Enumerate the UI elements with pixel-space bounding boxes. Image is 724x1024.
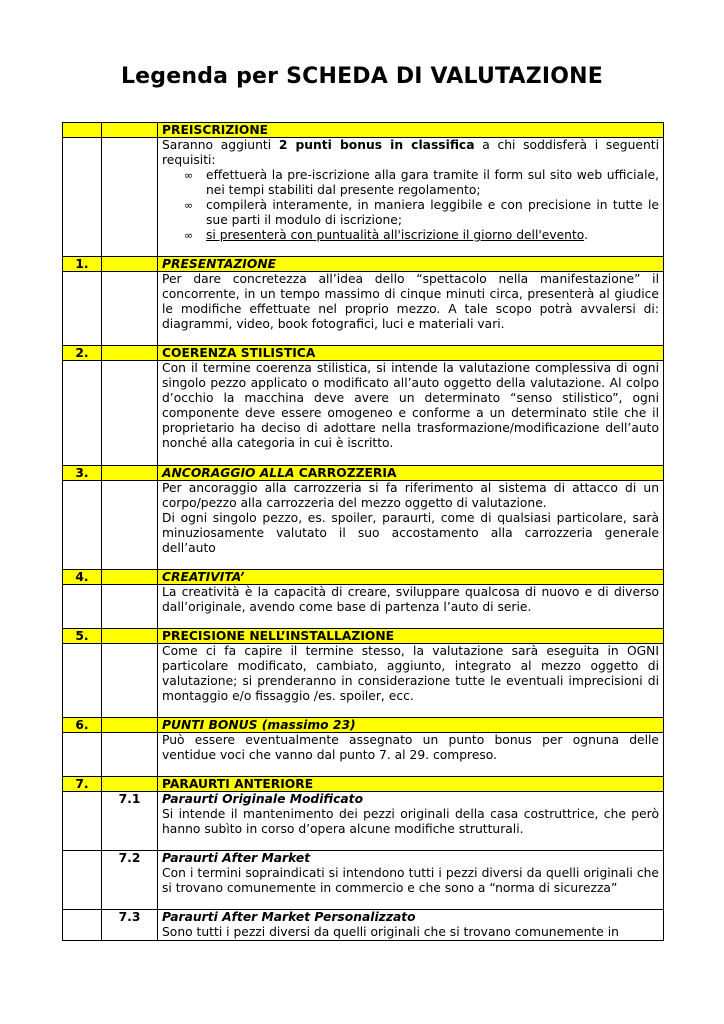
subsection-number: 7.1: [102, 792, 158, 851]
section-number: 5.: [63, 629, 102, 644]
list-item: ∞ compilerà interamente, in maniera leggibile e con precisione in tutte le sue parti il modulo di iscrizione;: [184, 198, 659, 227]
section-body: Con il termine coerenza stilistica, si intende la valutazione complessiva di ogni singolo pezzo applicato o modificato all’auto oggetto della valutazione. Al colpo d’occhio la macchina deve avere un determinato “senso stilistico”, ogni componente deve essere omogeneo e conforme a un determinato stile che il proprietario ha deciso di adottare nella trasformazione/modificazione dell’auto nonché alla categoria in cui è iscritto.: [158, 361, 664, 466]
subsection-number: 7.3: [102, 910, 158, 941]
requirements-list: [162, 168, 659, 243]
list-item: ∞ effettuerà la pre-iscrizione alla gara tramite il form sul sito web ufficiale, nei tempi stabiliti dal presente regolamento;: [184, 168, 659, 197]
list-item: ∞ si presenterà con puntualità all'iscrizione il giorno dell'evento.: [184, 228, 589, 242]
subsection-row: [63, 792, 664, 851]
subsection-body: Paraurti After Market Personalizzato Sono tutti i pezzi diversi da quelli originali che si trovano comunemente in: [158, 910, 664, 941]
section-body: La creatività è la capacità di creare, sviluppare qualcosa di nuovo e di diverso dall’originale, avendo come base di partenza l’auto di serie.: [158, 585, 664, 629]
subsection-body: Paraurti After Market Con i termini sopraindicati si intendono tutti i pezzi diversi da quelli originali che si trovano comunemente in commercio e che sono a “norma di sicurezza”: [158, 851, 664, 910]
section-header-punti-bonus: [63, 718, 664, 733]
subsection-body: Paraurti Originale Modificato Si intende il mantenimento dei pezzi originali della casa costruttrice, che però hanno subìto in corso d’opera alcune modifiche strutturali.: [158, 792, 664, 851]
section-number: 2.: [63, 346, 102, 361]
section-header-paraurti-anteriore: [63, 777, 664, 792]
section-body: Saranno aggiunti 2 punti bonus in classifica a chi soddisferà i seguenti requisiti: ∞ effettuerà la pre-iscrizione alla gara tramite il form sul sito web ufficiale, nei tempi stabiliti dal presente regolamento; ∞ compilerà interamente, in maniera leggibile e con precisione in tutte le sue parti il modulo di iscrizione; ∞ si presenterà con puntualità all'iscrizione il giorno dell'evento.: [158, 138, 664, 257]
bonus-highlight: 2 punti bonus in classifica: [278, 138, 475, 152]
subsection-number: 7.2: [102, 851, 158, 910]
section-heading: PRECISIONE NELL’INSTALLAZIONE: [158, 629, 664, 644]
section-body: Per dare concretezza all’idea dello “spettacolo nella manifestazione” il concorrente, in un tempo massimo di cinque minuti circa, presenterà al giudice le modifiche effettuate nel proprio mezzo. A tale scopo potrà avvalersi di: diagrammi, video, book fotografici, luci e materiali vari.: [158, 272, 664, 346]
section-number: 3.: [63, 466, 102, 481]
section-header-coerenza-stilistica: [63, 346, 664, 361]
section-number: [63, 123, 102, 138]
infinity-bullet-icon: ∞: [184, 199, 194, 212]
section-heading: PREISCRIZIONE: [158, 123, 664, 138]
infinity-bullet-icon: ∞: [184, 229, 194, 242]
section-header-precisione: [63, 629, 664, 644]
section-body-ancoraggio: [63, 481, 664, 570]
subsection-title: Paraurti After Market Personalizzato: [162, 910, 416, 924]
section-number: 4.: [63, 570, 102, 585]
section-header-presentazione: [63, 257, 664, 272]
section-number: 7.: [63, 777, 102, 792]
subsection-title: Paraurti After Market: [162, 851, 311, 865]
section-heading: CREATIVITA’: [158, 570, 664, 585]
subsection-number: [102, 123, 158, 138]
section-header-creativita: [63, 570, 664, 585]
page-title: Legenda per SCHEDA DI VALUTAZIONE: [120, 64, 604, 89]
section-header-preiscrizione: [63, 123, 664, 138]
infinity-bullet-icon: ∞: [184, 169, 194, 182]
section-body-punti-bonus: [63, 733, 664, 777]
section-body-preiscrizione: [63, 138, 664, 257]
section-body-presentazione: [63, 272, 664, 346]
section-heading: COERENZA STILISTICA: [158, 346, 664, 361]
section-heading: PARAURTI ANTERIORE: [158, 777, 664, 792]
section-body-creativita: [63, 585, 664, 629]
section-body: Come ci fa capire il termine stesso, la valutazione sarà eseguita in OGNI particolare modificato, cambiato, aggiunto, integrato al mezzo oggetto di valutazione; si prenderanno in considerazione tutte le eventuali imprecisioni di montaggio e/o fissaggio /es. spoiler, ecc.: [158, 644, 664, 718]
section-body: Può essere eventualmente assegnato un punto bonus per ognuna delle ventidue voci che vanno dal punto 7. al 29. compreso.: [158, 733, 664, 777]
section-body-precisione: [63, 644, 664, 718]
section-heading: ANCORAGGIO ALLA CARROZZERIA: [158, 466, 664, 481]
section-body-coerenza-stilistica: [63, 361, 664, 466]
subsection-row: [63, 910, 664, 941]
subsection-title: Paraurti Originale Modificato: [162, 792, 364, 806]
section-body: Per ancoraggio alla carrozzeria si fa riferimento al sistema di attacco di un corpo/pezzo alla carrozzeria del mezzo oggetto di valutazione. Di ogni singolo pezzo, es. spoiler, paraurti, come di qualsiasi particolare, sarà minuziosamente valutato il suo accostamento alla carrozzeria generale dell’auto: [158, 481, 664, 570]
evaluation-legend-table: [62, 122, 664, 941]
section-number: 6.: [63, 718, 102, 733]
subsection-row: [63, 851, 664, 910]
section-header-ancoraggio: [63, 466, 664, 481]
section-heading: PUNTI BONUS (massimo 23): [158, 718, 664, 733]
section-number: 1.: [63, 257, 102, 272]
section-heading: PRESENTAZIONE: [158, 257, 664, 272]
